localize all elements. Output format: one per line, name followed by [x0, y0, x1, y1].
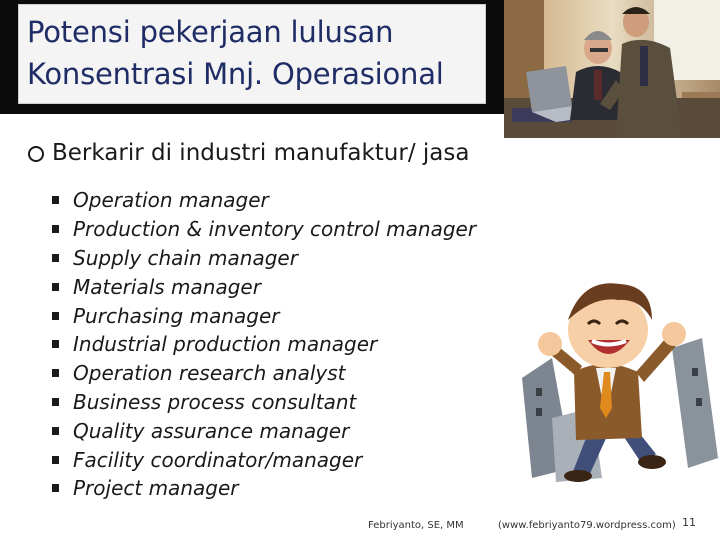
list-item: [52, 186, 476, 215]
list-item: [52, 416, 476, 445]
job-title: Quality assurance manager: [73, 418, 350, 443]
list-item: [52, 301, 476, 330]
square-bullet-icon: [52, 456, 59, 464]
page-number: 11: [682, 516, 696, 529]
list-item: [52, 474, 476, 503]
job-title: Project manager: [73, 476, 239, 501]
footer-author: Febriyanto, SE, MM: [368, 520, 464, 531]
job-title: Operation research analyst: [73, 361, 346, 386]
list-item: [52, 244, 476, 273]
section-heading: [28, 138, 469, 168]
title-line-1: Potensi pekerjaan lulusan: [27, 15, 394, 49]
job-title: Operation manager: [73, 188, 269, 213]
title-line-2: Konsentrasi Mnj. Operasional: [27, 57, 444, 91]
job-title: Business process consultant: [73, 389, 357, 414]
square-bullet-icon: [52, 196, 59, 204]
job-title: Facility coordinator/manager: [73, 447, 363, 472]
job-title: Industrial production manager: [73, 332, 378, 357]
title-box: [18, 4, 486, 104]
square-bullet-icon: [52, 369, 59, 377]
job-title: Purchasing manager: [73, 303, 280, 328]
list-item: [52, 215, 476, 244]
title-band: [0, 0, 504, 114]
square-bullet-icon: [52, 312, 59, 320]
list-item: [52, 330, 476, 359]
square-bullet-icon: [52, 254, 59, 262]
square-bullet-icon: [52, 283, 59, 291]
heading-text: Berkarir di industri manufaktur/ jasa: [52, 140, 470, 166]
square-bullet-icon: [52, 427, 59, 435]
list-item: [52, 445, 476, 474]
circle-bullet-icon: [28, 146, 44, 162]
office-workers-photo: [504, 0, 720, 138]
square-bullet-icon: [52, 340, 59, 348]
job-title: Supply chain manager: [73, 245, 298, 270]
footer-website: (www.febriyanto79.wordpress.com): [498, 520, 676, 531]
square-bullet-icon: [52, 225, 59, 233]
job-title: Production & inventory control manager: [73, 217, 477, 242]
job-title: Materials manager: [73, 274, 261, 299]
square-bullet-icon: [52, 484, 59, 492]
list-item: [52, 272, 476, 301]
list-item: [52, 388, 476, 417]
job-list: [52, 186, 476, 503]
jumping-businessman-cartoon: [492, 268, 720, 484]
list-item: [52, 359, 476, 388]
square-bullet-icon: [52, 398, 59, 406]
